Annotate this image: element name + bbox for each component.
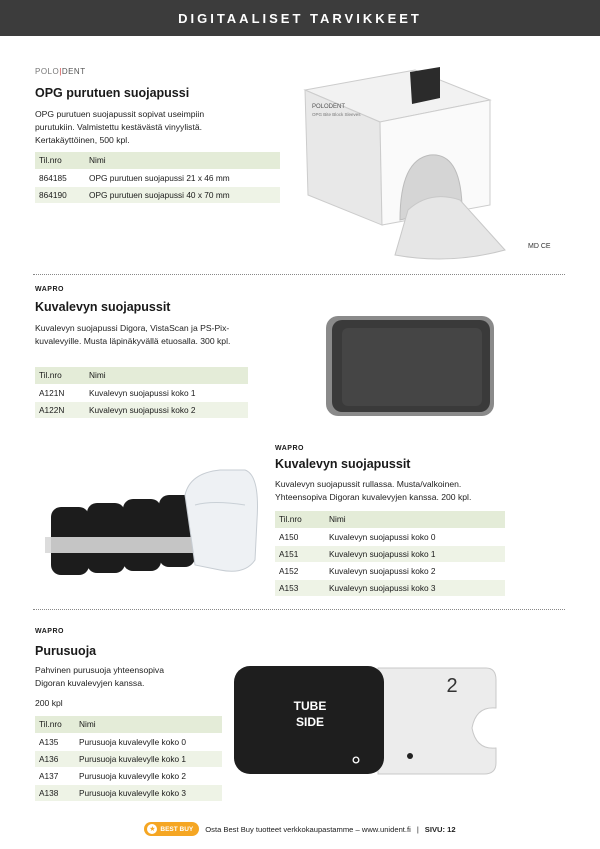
product-table — [35, 367, 248, 419]
section-description: OPG purutuen suojapussit sopivat useimpiin purutukiin. Valmistettu kestävästä vinyylistä. Kertakäyttöinen, 500 kpl. — [35, 109, 205, 145]
page-header — [0, 0, 600, 36]
table-row: A151 Kuvalevyn suojapussi koko 1 — [275, 545, 505, 562]
barrier-text-side: SIDE — [295, 715, 325, 729]
product-table — [35, 152, 280, 204]
opg-sleeve-box-image — [290, 60, 565, 265]
section-description: Kuvalevyn suojapussi Digora, VistaScan ja PS-Pix- kuvalevyille. Musta läpinäkyvällä etuosalla. 300 kpl. — [35, 323, 231, 346]
table-row: A152 Kuvalevyn suojapussi koko 2 — [275, 562, 505, 579]
section-title: Kuvalevyn suojapussit — [275, 457, 411, 471]
footer-separator: | — [416, 824, 419, 834]
table-header-row: Til.nro Nimi — [275, 511, 505, 528]
page-title: DIGITAALISET TARVIKKEET — [178, 10, 422, 26]
section-title: Purusuoja — [35, 644, 97, 658]
section-description: Pahvinen purusuoja yhteensopiva Digoran kuvalevyjen kanssa. — [35, 665, 164, 688]
certification-marks: MD CE — [528, 243, 551, 250]
brand-logo-polodent: POLO|DENT — [35, 67, 86, 76]
table-row: A122N Kuvalevyn suojapussi koko 2 — [35, 401, 248, 418]
section-title: OPG purutuen suojapussi — [35, 86, 190, 100]
table-header-row: Til.nro Nimi — [35, 367, 248, 384]
table-row: A153 Kuvalevyn suojapussi koko 3 — [275, 579, 505, 596]
brand-wapro: WAPRO — [275, 445, 304, 452]
footer-text: Osta Best Buy tuotteet verkkokaupastamme – www.unident.fi — [205, 824, 411, 834]
section-divider — [33, 274, 565, 275]
barrier-text-tube: TUBE — [293, 699, 327, 713]
section-title: Kuvalevyn suojapussit — [35, 300, 171, 314]
star-icon: ★ — [149, 826, 156, 833]
box-label-text: OPG Bite Block Sleeves — [312, 112, 361, 117]
cardboard-barrier-image — [228, 658, 518, 780]
table-header-row: Til.nro Nimi — [35, 716, 222, 733]
table-row: A150 Kuvalevyn suojapussi koko 0 — [275, 528, 505, 545]
quantity-text: 200 kpl — [35, 698, 63, 708]
brand-wapro: WAPRO — [35, 628, 64, 635]
product-table — [275, 511, 505, 597]
page-footer — [0, 818, 600, 840]
table-header-row: Til.nro Nimi — [35, 152, 280, 169]
phosphor-plate-sleeve-image — [322, 310, 502, 420]
table-row: A135 Purusuoja kuvalevylle koko 0 — [35, 733, 222, 750]
barrier-size-number: 2 — [446, 675, 458, 697]
table-row: A121N Kuvalevyn suojapussi koko 1 — [35, 384, 248, 401]
page-number: SIVU: 12 — [424, 824, 456, 834]
table-row: A138 Purusuoja kuvalevylle koko 3 — [35, 784, 222, 801]
table-row: 864185 OPG purutuen suojapussi 21 x 46 mm — [35, 169, 280, 186]
brand-wapro: WAPRO — [35, 286, 64, 293]
product-table — [35, 716, 222, 802]
table-row: A136 Purusuoja kuvalevylle koko 1 — [35, 750, 222, 767]
box-brand-text: POLODENT — [312, 104, 346, 110]
sleeve-roll-image — [45, 465, 265, 590]
table-row: 864190 OPG purutuen suojapussi 40 x 70 mm — [35, 186, 280, 203]
best-buy-badge: ★ BEST BUY — [144, 822, 199, 836]
section-divider — [33, 609, 565, 610]
section-description: Kuvalevyn suojapussit rullassa. Musta/valkoinen. Yhteensopiva Digoran kuvalevyjen kanssa. 200 kpl. — [275, 479, 472, 502]
table-row: A137 Purusuoja kuvalevylle koko 2 — [35, 767, 222, 784]
